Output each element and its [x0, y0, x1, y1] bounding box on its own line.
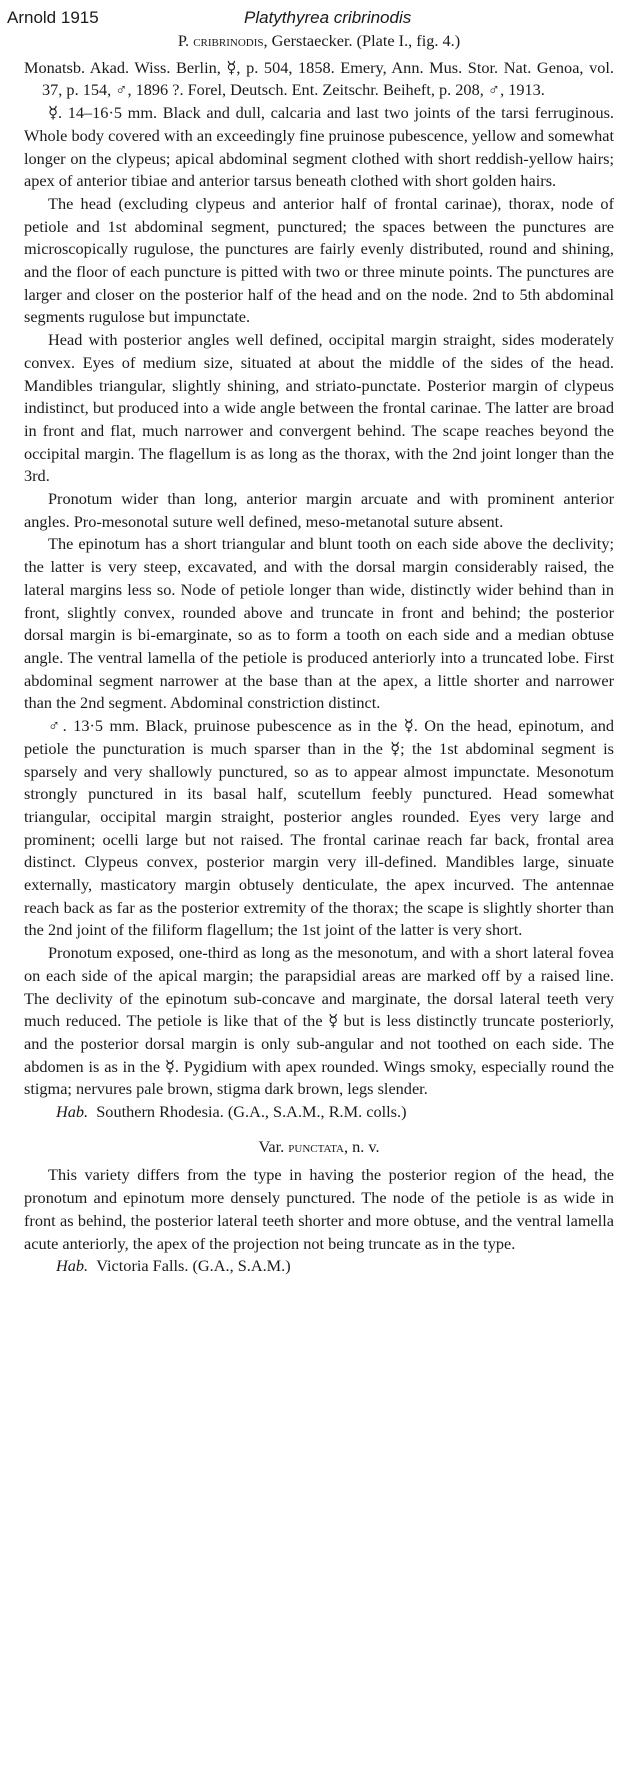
habitat-label: Hab. [56, 1256, 89, 1276]
header-species: Platythyrea cribrinodis [244, 8, 412, 27]
section-gap [24, 1124, 614, 1136]
habitat-label: Hab. [56, 1102, 89, 1122]
male-paragraph: Pronotum exposed, one-third as long as the mesonotum, and with a short lateral fovea on each side of the apical margin; the parapsidial areas are marked off by a raised line. The declivity of the epinotum sub-concave and marginate, the dorsal lateral teeth very much reduced. The petiole is like that of the ☿ but is less distinctly truncate posteriorly, and the posterior dorsal margin is only sub-angular and not toothed on each side. The abdomen is as in the ☿. Pygidium with apex rounded. Wings smoky, especially round the stigma; nervures pale brown, stigma dark brown, legs slender. [24, 943, 614, 1099]
male-paragraph: ♂. 13·5 mm. Black, pruinose pubescence as in the ☿. On the head, epinotum, and petiole the puncturation is much sparser than in the ☿; the 1st abdominal segment is sparsely and very shallowly punctured, so as to appear almost impunctate. Mesonotum strongly punctured in its basal half, scutellum feebly punctured. Head somewhat triangular, occipital margin straight, posterior angles rounded. Eyes very large and prominent; ocelli large but not raised. The frontal carinae reach far back, frontal area distinct. Clypeus convex, posterior margin very ill-defined. Mandibles large, sinuate externally, masticatory margin obtusely denticulate, the apex incurved. The antennae reach back as far as the posterior extremity of the thorax; the scape is slightly shorter than the 2nd joint of the filiform flagellum; the 1st joint of the latter is very short. [24, 716, 614, 940]
variety-title [24, 1136, 614, 1159]
worker-paragraph: ☿. 14–16·5 mm. Black and dull, calcaria and last two joints of the tarsi ferruginous. Whole body covered with an exceedingly fine pruinose pubescence, yellow and somewhat longer on the clypeus; apical abdominal segment clothed with short reddish-yellow hairs; apex of anterior tibiae and anterior tarsus beneath clothed with short golden hairs. [24, 103, 614, 191]
page-header [7, 8, 627, 32]
worker-paragraph: The epinotum has a short triangular and blunt tooth on each side above the declivity; the latter is very steep, excavated, and with the dorsal margin considerably raised, the lateral margins less so. Node of petiole longer than wide, distinctly wider behind than in front, slightly convex, rounded above and truncate in front and behind; the posterior dorsal margin is bi-emarginate, so as to form a tooth on each side and a median obtuse angle. The ventral lamella of the petiole is produced anteriorly into a truncated lobe. First abdominal segment narrower at the base than at the apex, a little shorter and narrower than the 2nd segment. Abdominal constriction distinct. [24, 534, 614, 713]
variety-paragraph: This variety differs from the type in having the posterior region of the head, the pronotum and epinotum more densely punctured. The node of the petiole is as wide in front as behind, the posterior lateral teeth shorter and more obtuse, and the ventral lamella acute anteriorly, the apex of the projection not being truncate as in the type. [24, 1165, 614, 1253]
habitat-line [24, 1255, 614, 1278]
habitat-text: Southern Rhodesia. (G.A., S.A.M., R.M. colls.) [96, 1102, 407, 1122]
species-title [24, 30, 614, 53]
document-body [24, 30, 614, 1278]
worker-paragraph: Pronotum wider than long, anterior margin arcuate and with prominent anterior angles. Pro-mesonotal suture well defined, meso-metanotal suture absent. [24, 489, 614, 531]
habitat-line [24, 1101, 614, 1124]
title-rest: , Gerstaecker. (Plate I., fig. 4.) [263, 31, 461, 50]
species-name: cribrinodis [193, 31, 264, 50]
variety-name: punctata [288, 1136, 344, 1156]
variety-prefix: Var. [258, 1136, 285, 1156]
worker-paragraph: The head (excluding clypeus and anterior half of frontal carinae), thorax, node of petiole and 1st abdominal segment, punctured; the spaces between the punctures are microscopically rugulose, the punctures are fairly evenly distributed, round and shining, and the floor of each puncture is pitted with two or three minute points. The punctures are larger and closer on the posterior half of the head and on the node. 2nd to 5th abdominal segments rugulose but impunctate. [24, 193, 614, 327]
variety-suffix: , n. v. [343, 1136, 380, 1156]
worker-paragraph: Head with posterior angles well defined, occipital margin straight, sides moderately convex. Eyes of medium size, situated at about the middle of the sides of the head. Mandibles triangular, slightly shining, and striato-punctate. Posterior margin of clypeus indistinct, but produced into a wide angle between the frontal carinae. The latter are broad in front and flat, much narrower and convergent behind. The scape reaches beyond the occipital margin. The flagellum is as long as the thorax, with the 2nd joint longer than the 3rd. [24, 330, 614, 486]
genus-abbrev: P. [177, 31, 190, 50]
synonymy-citation: Monatsb. Akad. Wiss. Berlin, ☿, p. 504, 1858. Emery, Ann. Mus. Stor. Nat. Genoa, vol. 37, p. 154, ♂, 1896 ?. Forel, Deutsch. Ent. Zeitschr. Beiheft, p. 208, ♂, 1913. [24, 57, 614, 100]
habitat-text: Victoria Falls. (G.A., S.A.M.) [96, 1256, 291, 1276]
header-author-year: Arnold 1915 [7, 8, 99, 27]
